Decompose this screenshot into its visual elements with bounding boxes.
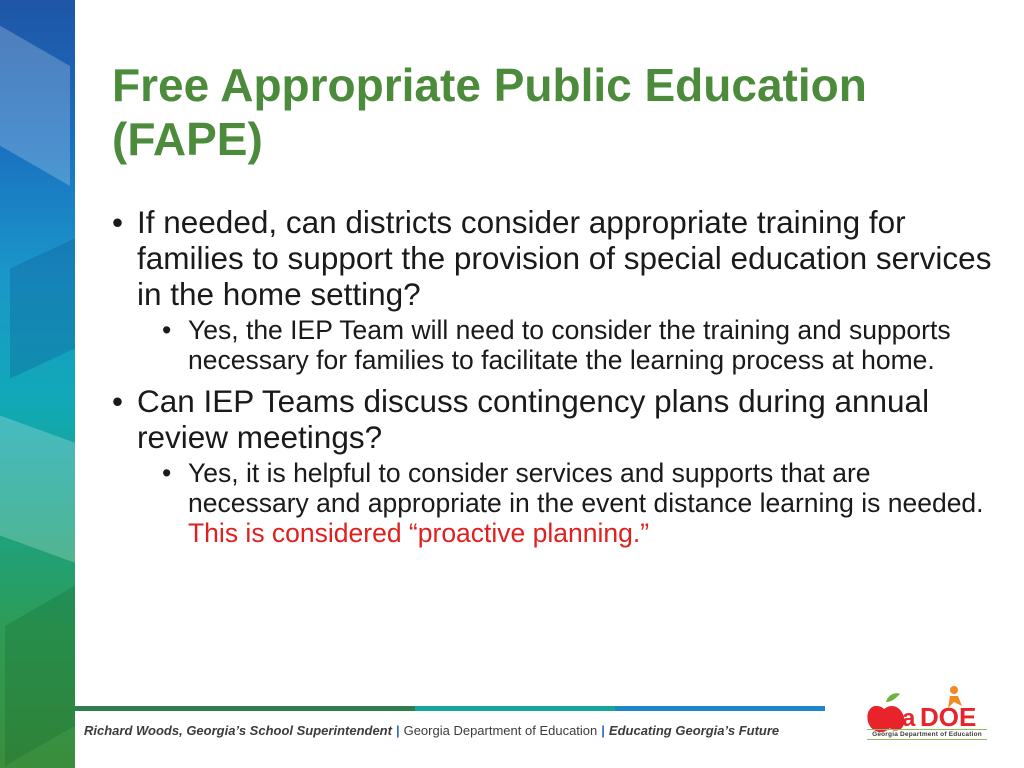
bullet-text: Can IEP Teams discuss contingency plans during annual review meetings? xyxy=(137,383,930,455)
slide-content xyxy=(112,204,992,556)
logo-wordmark-doe: DOE xyxy=(920,702,977,732)
bullet-item-1 xyxy=(112,204,992,312)
band-facet xyxy=(5,574,75,766)
logo-leaf xyxy=(886,693,900,702)
sub-bullet-text: Yes, the IEP Team will need to consider the training and supports necessary for families to facilitate the learning process at home. xyxy=(188,315,951,375)
bullet-glyph: • xyxy=(112,204,124,240)
footer-department: Georgia Department of Education xyxy=(403,723,598,738)
bullet-text: If needed, can districts consider appropriate training for families to support the provision of special education services in the home setting? xyxy=(137,204,992,312)
footer-divider-bar xyxy=(75,706,825,711)
footer-text xyxy=(84,723,844,738)
band-facet xyxy=(0,14,70,186)
band-facet xyxy=(0,412,75,568)
slide-title-line-2: (FAPE) xyxy=(112,113,263,165)
bullet-glyph: • xyxy=(112,383,124,419)
sub-bullet-glyph: • xyxy=(162,315,172,345)
logo-figure-head xyxy=(950,686,958,694)
slide-title xyxy=(112,58,992,166)
bullet-item-2 xyxy=(112,383,992,455)
sub-bullet-item-1 xyxy=(162,315,992,375)
band-facet xyxy=(10,231,75,378)
sub-bullet-item-2 xyxy=(162,458,992,548)
footer-superintendent: Richard Woods, Georgia’s School Superintendent xyxy=(84,723,392,738)
slide-title-line-1: Free Appropriate Public Education xyxy=(112,59,867,111)
footer-bar-segment-blue xyxy=(615,706,825,711)
footer-separator: | xyxy=(395,723,400,738)
logo-wordmark-ga: a xyxy=(902,705,916,732)
footer-bar-segment-green xyxy=(75,706,415,711)
sub-bullet-glyph: • xyxy=(162,458,172,488)
footer-tagline: Educating Georgia’s Future xyxy=(608,723,780,738)
footer-bar-segment-teal xyxy=(415,706,615,711)
sub-bullet-text: Yes, it is helpful to consider services and supports that are necessary and appropriate in the event distance learning is needed. xyxy=(188,458,984,518)
footer-separator: | xyxy=(601,723,605,738)
logo-subtitle: Georgia Department of Education xyxy=(867,729,987,740)
side-gradient-band xyxy=(0,0,75,768)
proactive-planning-highlight: This is considered “proactive planning.” xyxy=(188,518,650,548)
